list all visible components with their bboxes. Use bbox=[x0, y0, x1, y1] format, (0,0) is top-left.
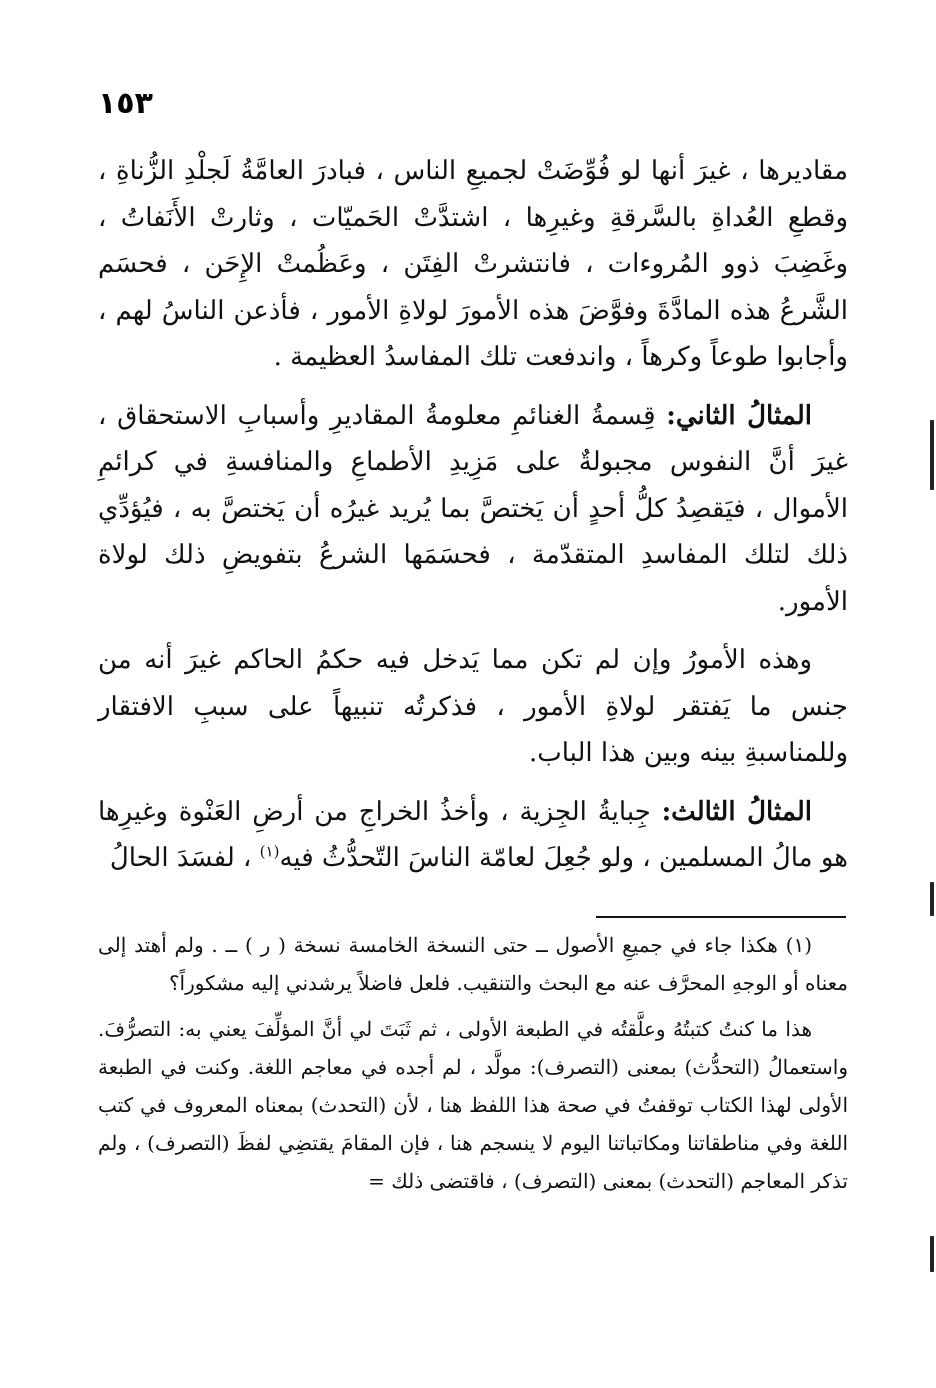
example-title: المثالُ الثالث: bbox=[661, 796, 812, 827]
footnote-separator bbox=[596, 916, 846, 918]
footnote-reference[interactable]: (١) bbox=[259, 842, 280, 861]
main-text bbox=[98, 148, 848, 894]
paragraph-text: وهذه الأمورُ وإن لم تكن مما يَدخل فيه حكمُ الحاكم غيرَ أنه من جنس ما يَفتقر لولاةِ الأمور ، فذكرتُه تنبيهاً على سببِ الافتقار وللمناسبةِ بينه وبين هذا الباب. bbox=[98, 645, 848, 768]
paragraph-text: قِسمةُ الغنائمِ معلومةُ المقاديرِ وأسبابِ الاستحقاق ، غيرَ أنَّ النفوس مجبولةٌ على مَزِيدِ الأطماعِ والمنافسةِ في كرائمِ الأموال ، فيَقصِدُ كلُّ أحدٍ أن يَختصَّ بما يُريد غيرُه أن يَختصَّ به ، فيُؤدِّي ذلك لتلك المفاسدِ المتقدّمة ، فحسَمَها الشرعُ بتفويضِ ذلك لولاة الأمور. bbox=[98, 400, 848, 617]
footnotes bbox=[98, 926, 848, 1208]
footnote-1: (١) هكذا جاء في جميعِ الأصول ــ حتى النسخة الخامسة نسخة ( ر ) ــ . ولم أهتد إلى معناه أو الوجهِ المحرَّف عنه مع البحث والتنقيب. فلعل فاضلاً يرشدني إليه مشكوراً؟ bbox=[98, 933, 848, 995]
paragraph-text: ، لفسَدَ الحالُ bbox=[109, 843, 260, 873]
page-number: ١٥٣ bbox=[98, 86, 153, 121]
paragraph-1 bbox=[98, 148, 848, 381]
scan-edge-mark bbox=[930, 1236, 934, 1272]
scan-edge-mark bbox=[930, 882, 934, 916]
scan-edge-mark bbox=[930, 420, 934, 490]
paragraph-3 bbox=[98, 637, 848, 777]
paragraph-text: مقاديرها ، غيرَ أنها لو فُوِّضَتْ لجميعِ الناس ، فبادرَ العامَّةُ لَجلْدِ الزُّناةِ ، وقطعِ العُداةِ بالسَّرقةِ وغيرِها ، اشتدَّتْ الحَميّات ، وثارتْ الأَنَفاتُ ، وغَضِبَ ذوو المُروءات ، فانتشرتْ الفِتَن ، وعَظُمتْ الإِحَن ، فحسَم الشَّرعُ هذه المادَّةَ وفوَّضَ هذه الأمورَ لولاةِ الأمور ، فأذعن الناسُ لهم ، وأجابوا طوعاً وكرهاً ، واندفعت تلك المفاسدُ العظيمة . bbox=[98, 156, 848, 372]
footnote-continuation: هذا ما كنتُ كتبتُهُ وعلَّقتُه في الطبعة الأولى ، ثم ثَبَتَ لي أنَّ المؤلِّفَ يعني به: التصرُّفَ. واستعمالُ (التحدُّث) بمعنى (التصرف): مولَّد ، لم أجده في معاجم اللغة. وكنت في الطبعة الأولى لهذا الكتاب توقفتُ في صحة هذا اللفظ هنا ، لأن (التحدث) بمعناه المعروف في كتب اللغة وفي مناطقاتنا ومكاتباتنا اليوم لا ينسجم هنا ، فإن المقامَ يقتضِي لفظَ (التصرف) ، ولم تذكر المعاجم (التحدث) بمعنى (التصرف) ، فاقتضى ذلك = bbox=[98, 1017, 848, 1193]
paragraph-4 bbox=[98, 789, 848, 882]
paragraph-text: جِبايةُ الجِزية ، وأخذُ الخراجِ من أرضِ العَنْوة وغيرِها هو مالُ المسلمين ، ولو جُعِلَ لعامّة الناسَ التّحدُّثُ فيه bbox=[98, 796, 848, 873]
example-title: المثالُ الثاني: bbox=[666, 400, 812, 431]
paragraph-2 bbox=[98, 393, 848, 626]
